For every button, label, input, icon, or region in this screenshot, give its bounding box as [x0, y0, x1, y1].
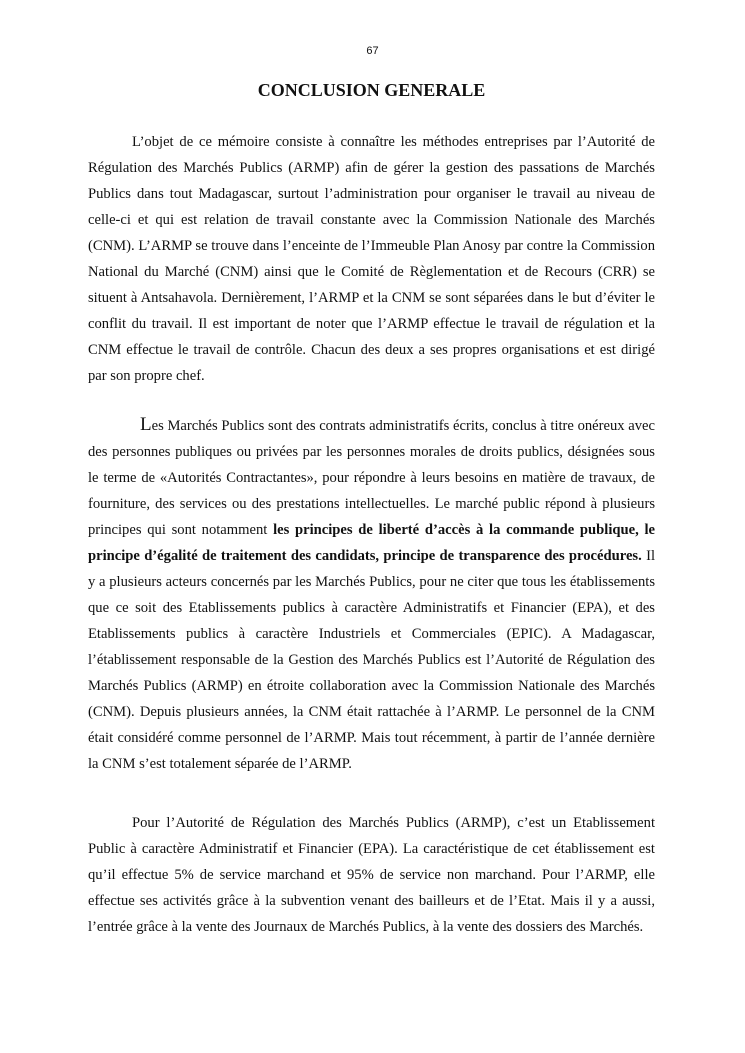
- paragraph-1: [88, 129, 655, 389]
- paragraph-2-part1: es Marchés Publics sont des contrats administratifs écrits, conclus à titre onéreux avec des personnes publiques ou privées par les personnes morales de droits publics, désignées sous le terme de «Autorités Contractantes», pour répondre à leurs besoins en matière de travaux, de fourniture, des services ou des prestations intellectuelles. Le marché public répond à plusieurs principes qui sont notamment: [88, 418, 655, 538]
- paragraph-2-bold: les principes de liberté d’accès à la commande publique, le principe d’égalité de traitement des candidats, principe de transparence des procédures.: [88, 522, 655, 564]
- paragraph-2-text: [88, 412, 655, 777]
- page-number: 67: [366, 45, 379, 57]
- paragraph-2-part2: Il y a plusieurs acteurs concernés par les Marchés Publics, pour ne citer que tous les établissements que ce soit des Etablissements publics à caractère Administratifs et Financier (EPA), et des Etablissements publics à caractère Industriels et Commerciales (EPIC). A Madagascar, l’établissement responsable de la Gestion des Marchés Publics est l’Autorité de Régulation des Marchés Publics (ARMP) en étroite collaboration avec la Commission Nationale des Marchés (CNM). Depuis plusieurs années, la CNM était rattachée à l’ARMP. Le personnel de la CNM était considéré comme personnel de l’ARMP. Mais tout récemment, à partir de l’année dernière la CNM s’est totalement séparée de l’ARMP.: [88, 548, 655, 772]
- drop-cap: L: [140, 414, 152, 435]
- paragraph-3: [88, 810, 655, 940]
- paragraph-2: [88, 412, 655, 777]
- paragraph-3-text: Pour l’Autorité de Régulation des Marchés Publics (ARMP), c’est un Etablissement Public à caractère Administratif et Financier (EPA). La caractéristique de cet établissement est qu’il effectue 5% de service marchand et 95% de service non marchand. Pour l’ARMP, elle effectue ses activités grâce à la subvention venant des bailleurs et de l’Etat. Mais il y a aussi, l’entrée grâce à la vente des Journaux de Marchés Publics, à la vente des dossiers des Marchés.: [88, 815, 655, 935]
- page-title: CONCLUSION GENERALE: [257, 80, 486, 100]
- paragraph-1-text: L’objet de ce mémoire consiste à connaître les méthodes entreprises par l’Autorité de Régulation des Marchés Publics (ARMP) afin de gérer la gestion des passations de Marchés Publics dans tout Madagascar, surtout l’administration pour organiser le travail au niveau de celle-ci et qui est relation de travail constante avec la Commission Nationale des Marchés (CNM). L’ARMP se trouve dans l’enceinte de l’Immeuble Plan Anosy par contre la Commission National du Marché (CNM) ainsi que le Comité de Règlementation et de Recours (CRR) se situent à Antsahavola. Dernièrement, l’ARMP et la CNM se sont séparées dans le but d’éviter le conflit du travail. Il est important de noter que l’ARMP effectue le travail de régulation et la CNM effectue le travail de contrôle. Chacun des deux a ses propres organisations et est dirigé par son propre chef.: [88, 134, 655, 384]
